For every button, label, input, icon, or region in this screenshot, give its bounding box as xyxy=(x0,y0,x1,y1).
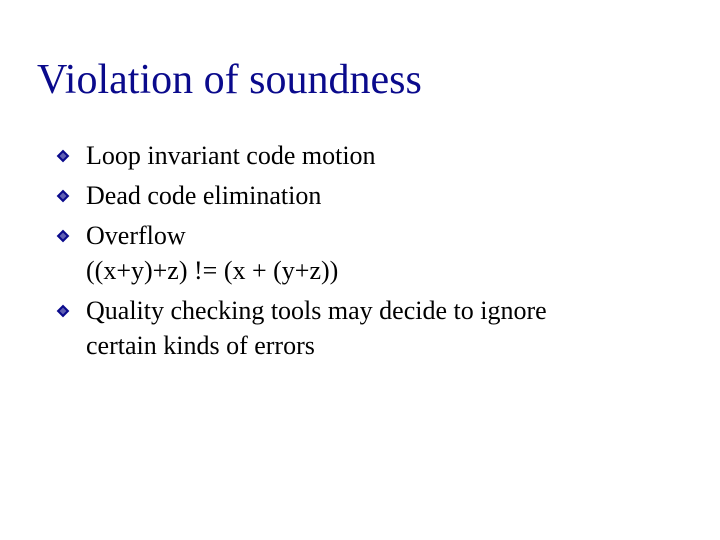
bullet-list xyxy=(50,138,670,368)
diamond-bullet-icon xyxy=(56,229,70,243)
diamond-bullet-icon xyxy=(56,189,70,203)
bullet-item xyxy=(50,218,670,288)
bullet-text-continuation: certain kinds of errors xyxy=(86,331,315,360)
bullet-text-continuation: ((x+y)+z) != (x + (y+z)) xyxy=(86,256,339,285)
bullet-item xyxy=(50,293,670,363)
bullet-item xyxy=(50,178,670,213)
bullet-text: Quality checking tools may decide to ignore xyxy=(86,296,547,325)
diamond-bullet-icon xyxy=(56,304,70,318)
slide-title: Violation of soundness xyxy=(37,57,422,103)
bullet-text: Loop invariant code motion xyxy=(86,141,376,170)
diamond-bullet-icon xyxy=(56,149,70,163)
bullet-text: Overflow xyxy=(86,221,186,250)
bullet-text: Dead code elimination xyxy=(86,181,322,210)
bullet-item xyxy=(50,138,670,173)
